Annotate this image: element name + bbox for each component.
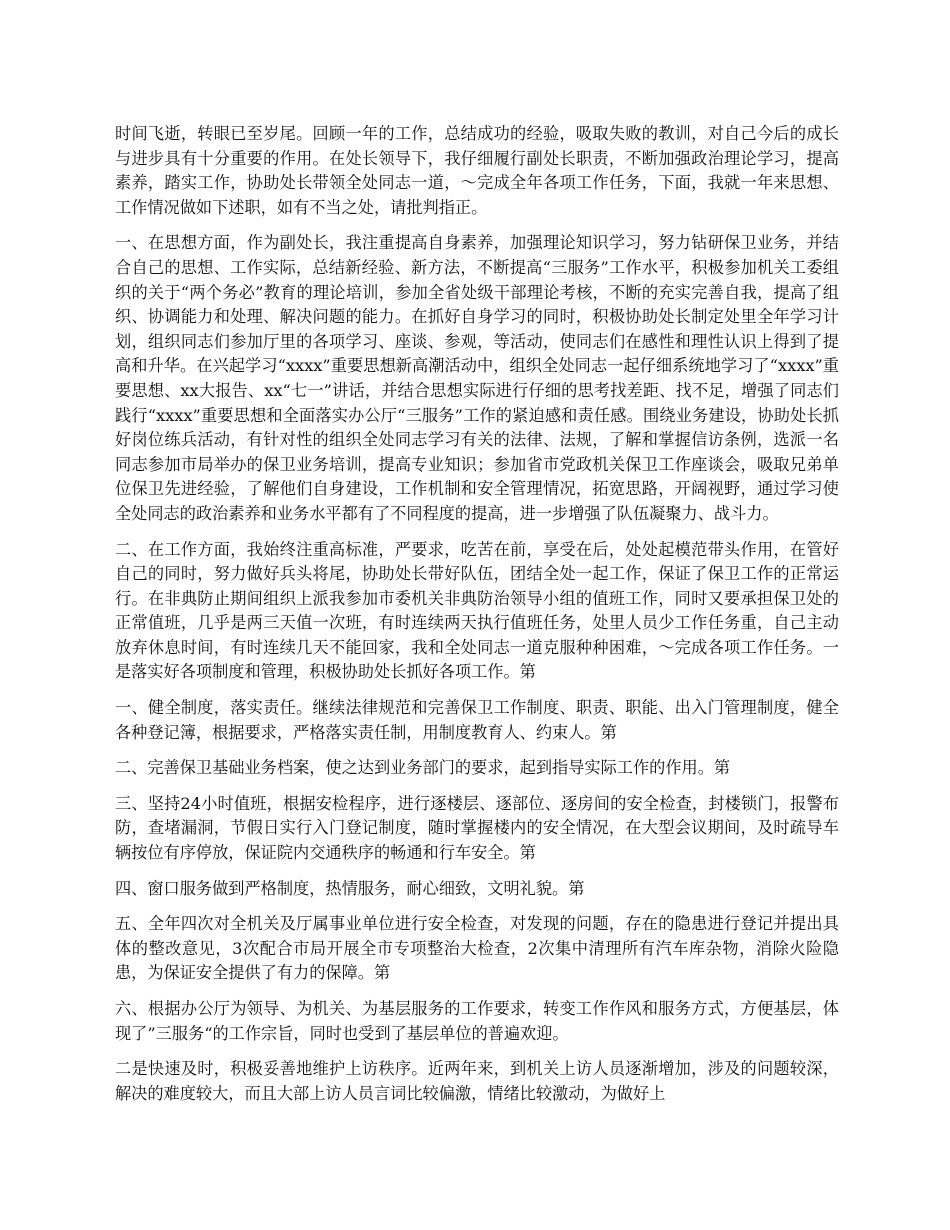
document-body: [115, 122, 839, 1117]
paragraph-work: 二、在工作方面，我始终注重高标准，严要求，吃苦在前，享受在后，处处起模范带头作用，在管好自己的同时，努力做好兵头将尾，协助处长带好队伍，团结全处一起工作，保证了保卫工作的正常运行。在非典防止期间组织上派我参加市委机关非典防治领导小组的值班工作，同时又要承担保卫处的正常值班，几乎是两三天值一次班，有时连续两天执行值班任务，处里人员少工作任务重，自己主动放弃休息时间，有时连续几天不能回家，我和全处同志一道克服种种困难，～完成各项工作任务。一是落实好各项制度和管理，积极协助处长抓好各项工作。第: [115, 539, 839, 682]
paragraph-item-2: 二、完善保卫基础业务档案，使之达到业务部门的要求，起到指导实际工作的作用。第: [115, 758, 731, 778]
paragraph-item-3: 三、坚持24小时值班，根据安检程序，进行逐楼层、逐部位、逐房间的安全检查，封楼锁门，报警布防，查堵漏洞，节假日实行入门登记制度，随时掌握楼内的安全情况，在大型会议期间，及时疏导车辆按位有序停放，保证院内交通秩序的畅通和行车安全。第: [115, 793, 839, 863]
paragraph-petition: 二是快速及时，积极妥善地维护上访秩序。近两年来，到机关上访人员逐渐增加，涉及的问题较深，解决的难度较大，而且大部上访人员言词比较偏激，情绪比较激动，为做好上: [115, 1059, 839, 1103]
paragraph-item-4: 四、窗口服务做到严格制度，热情服务，耐心细致，文明礼貌。第: [115, 878, 585, 898]
paragraph-item-1: 一、健全制度，落实责任。继续法律规范和完善保卫工作制度、职责、职能、出入门管理制度，健全各种登记簿，根据要求，严格落实责任制，用制度教育人、约束人。第: [115, 698, 839, 742]
paragraph-ideology: 一、在思想方面，作为副处长，我注重提高自身素养，加强理论知识学习，努力钻研保卫业务，并结合自己的思想、工作实际，总结新经验、新方法，不断提高“三服务”工作水平，积极参加机关工委组织的关于“两个务必”教育的理论培训，参加全省处级干部理论考核，不断的充实完善自我，提高了组织、协调能力和处理、解决问题的能力。在抓好自身学习的同时，积极协助处长制定处里全年学习计划，组织同志们参加厅里的各项学习、座谈、参观，等活动，使同志们在感性和理性认识上得到了提高和升华。在兴起学习“xxxx”重要思想新高潮活动中，组织全处同志一起仔细系统地学习了“xxxx”重要思想、xx大报告、xx“七一”讲话，并结合思想实际进行仔细的思考找差距、找不足，增强了同志们践行“xxxx”重要思想和全面落实办公厅“三服务”工作的紧迫感和责任感。围绕业务建设，协助处长抓好岗位练兵活动，有针对性的组织全处同志学习有关的法律、法规，了解和掌握信访条例，选派一名同志参加市局举办的保卫业务培训，提高专业知识；参加省市党政机关保卫工作座谈会，吸取兄弟单位保卫先进经验，了解他们自身建设，工作机制和安全管理情况，拓宽思路，开阔视野，通过学习使全处同志的政治素养和业务水平都有了不同程度的提高，进一步增强了队伍凝聚力、战斗力。: [115, 233, 839, 523]
intro-paragraph: 时间飞逝，转眼已至岁尾。回顾一年的工作，总结成功的经验，吸取失败的教训，对自己今后的成长与进步具有十分重要的作用。在处长领导下，我仔细履行副处长职责，不断加强政治理论学习，提高素养，踏实工作，协助处长带领全处同志一道，～完成全年各项工作任务，下面，我就一年来思想、工作情况做如下述职，如有不当之处，请批判指正。: [115, 124, 839, 217]
paragraph-item-5: 五、全年四次对全机关及厅属事业单位进行安全检查，对发现的问题，存在的隐患进行登记并提出具体的整改意见，3次配合市局开展全市专项整治大检查，2次集中清理所有汽车库杂物，消除火险隐患，为保证安全提供了有力的保障。第: [115, 914, 839, 983]
paragraph-item-6: 六、根据办公厅为领导、为机关、为基层服务的工作要求，转变工作作风和服务方式，方便基层，体现了”三服务“的工作宗旨，同时也受到了基层单位的普遍欢迎。: [115, 999, 839, 1043]
